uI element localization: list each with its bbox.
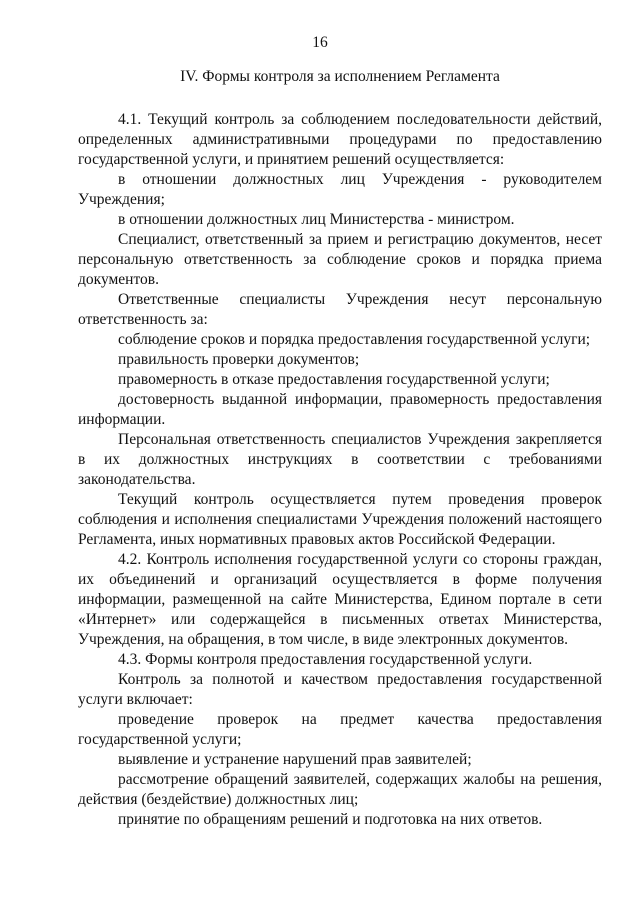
paragraph-ministry-officials: в отношении должностных лиц Министерства - министром. [118, 211, 515, 228]
list-item-refusal: правомерность в отказе предоставления государственной услуги; [118, 371, 550, 388]
paragraph-4-3: 4.3. Формы контроля предоставления государственной услуги. [118, 651, 533, 668]
list-item-deadlines: соблюдение сроков и порядка предоставления государственной услуги; [118, 331, 591, 348]
paragraph-intake-specialist: Специалист, ответственный за прием и регистрацию документов, несет персональную ответственность за соблюдение сроков и порядка приема документов. [78, 231, 602, 288]
list-item-inspections: проведение проверок на предмет качества предоставления государственной услуги; [78, 711, 602, 748]
paragraph-personal-responsibility: Персональная ответственность специалистов Учреждения закрепляется в их должностных инструкциях в соответствии с требованиями законодательства. [78, 431, 602, 488]
paragraph-4-2: 4.2. Контроль исполнения государственной услуги со стороны граждан, их объединений и организаций осуществляется в форме получения информации, размещенной на сайте Министерства, Едином портале в сети «Интернет» или содержащейся в письменных ответах Министерства, Учреждения, на обращения, в том числе, в виде электронных документов. [78, 551, 602, 648]
document-body [78, 110, 602, 830]
page-number: 16 [312, 34, 328, 51]
list-item-complaints: рассмотрение обращений заявителей, содержащих жалобы на решения, действия (бездействие) должностных лиц; [78, 771, 602, 808]
paragraph-quality-control: Контроль за полнотой и качеством предоставления государственной услуги включает: [78, 671, 602, 708]
list-item-information: достоверность выданной информации, правомерность предоставления информации. [78, 391, 602, 428]
paragraph-institution-officials: в отношении должностных лиц Учреждения - руководителем Учреждения; [78, 171, 602, 208]
section-heading: IV. Формы контроля за исполнением Регламента [180, 68, 500, 85]
list-item-document-check: правильность проверки документов; [118, 351, 360, 368]
paragraph-4-1: 4.1. Текущий контроль за соблюдением последовательности действий, определенных административными процедурами по предоставлению государственной услуги, и принятием решений осуществляется: [78, 111, 602, 168]
list-item-responses: принятие по обращениям решений и подготовка на них ответов. [118, 811, 543, 828]
list-item-violations: выявление и устранение нарушений прав заявителей; [118, 751, 472, 768]
paragraph-responsible-specialists: Ответственные специалисты Учреждения несут персональную ответственность за: [78, 291, 602, 328]
paragraph-current-control: Текущий контроль осуществляется путем проведения проверок соблюдения и исполнения специалистами Учреждения положений настоящего Регламента, иных нормативных правовых актов Российской Федерации. [78, 491, 602, 548]
